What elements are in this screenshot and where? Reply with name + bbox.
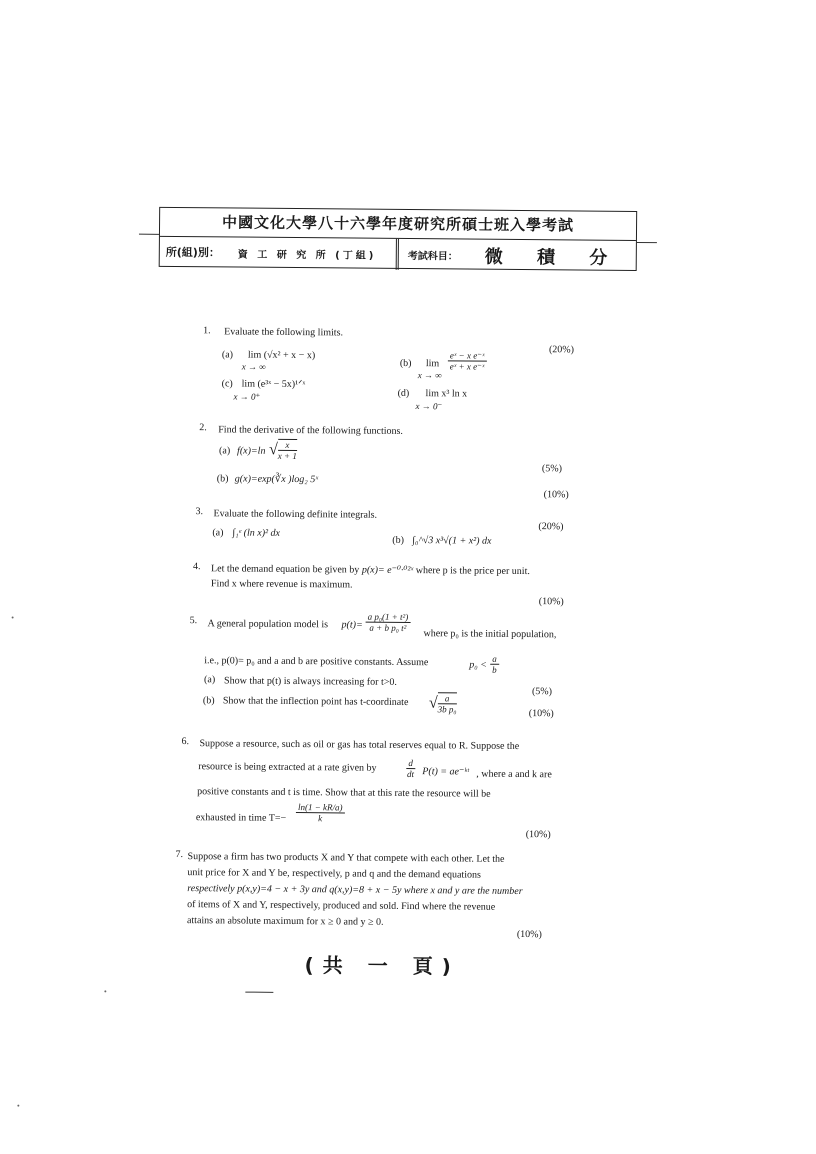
department-label: 所(組)別： xyxy=(165,245,220,260)
integral-expression: ∫₁ᵉ (ln x)² dx xyxy=(232,527,281,539)
page-count-footer: (共 一 頁) xyxy=(304,953,460,979)
question-line: Suppose a firm has two products X and Y that compete with each other. Let the xyxy=(187,851,505,865)
part-label: (b) xyxy=(216,473,229,485)
exam-header-box xyxy=(159,207,638,271)
part-label: (a) xyxy=(219,445,231,457)
limit-subscript: x → ∞ xyxy=(417,370,442,381)
fraction-denominator: k xyxy=(318,813,323,824)
question-text: Evaluate the following limits. xyxy=(224,326,344,339)
question-text: resource is being extracted at a rate given by xyxy=(198,761,377,774)
question-text: i.e., p(0)= p₀ and a and b are positive constants. Assume xyxy=(204,655,429,669)
limit-subscript: x → 0⁻ xyxy=(415,401,443,412)
question-number: 3. xyxy=(195,506,204,518)
root-fraction: √ $\frac{x}{x + 1}$ xyxy=(269,439,297,462)
header-rule-left xyxy=(139,234,159,235)
fraction-denominator: b xyxy=(492,664,497,675)
question-points: (10%) xyxy=(516,928,542,941)
question-number: 2. xyxy=(199,422,207,434)
question-text: positive constants and t is time. Show that at this rate the resource will be xyxy=(197,786,491,800)
part-text: Show that the inflection point has t-coordinate xyxy=(222,695,409,709)
question-number: 1. xyxy=(203,325,211,337)
question-line: attains an absolute maximum for x ≥ 0 and y ≥ 0. xyxy=(186,915,384,928)
question-text: , where a and k are xyxy=(476,768,552,781)
part-label: (a) xyxy=(212,527,224,539)
part-label: (b) xyxy=(399,357,412,370)
time-fraction xyxy=(296,802,345,823)
question-number: 5. xyxy=(189,615,198,627)
question-text: Find x where revenue is maximum. xyxy=(210,578,353,591)
demand-expression: p(x)= e⁻⁰·⁰²ˣ xyxy=(361,564,414,577)
part-points: (10%) xyxy=(528,708,554,720)
part-label: (d) xyxy=(397,387,410,400)
question-points: (20%) xyxy=(538,521,564,533)
limit-expression: lim xyxy=(425,358,440,370)
part-label: (a) xyxy=(221,349,234,361)
question-text: Suppose a resource, such as oil or gas has total reserves equal to R. Suppose the xyxy=(199,738,520,752)
population-fraction xyxy=(365,612,410,633)
fraction-numerator: ln(1 − kR/a) xyxy=(296,802,345,813)
fraction-denominator: eˣ + x e⁻ˣ xyxy=(449,361,485,372)
fraction-denominator: a + b p₀ t² xyxy=(369,622,407,633)
scan-speck xyxy=(104,990,106,992)
header-divider xyxy=(396,239,399,270)
fraction-numerator: a p₀(1 + t²) xyxy=(366,612,411,623)
part-points: (5%) xyxy=(541,463,562,475)
question-text: A general population model is xyxy=(207,618,329,631)
question-line: of items of X and Y, respectively, produced and sold. Find where the revenue xyxy=(187,899,496,913)
limit-expression: lim (√x² + x − x) xyxy=(247,349,316,362)
fraction-denominator: x + 1 xyxy=(277,450,297,462)
assumption-fraction xyxy=(490,654,499,675)
part-text: Show that p(t) is always increasing for t>0. xyxy=(224,675,397,688)
fraction-numerator: x xyxy=(278,440,297,451)
question-points: (20%) xyxy=(548,344,575,356)
question-line: respectively p(x,y)=4 − x + 3y and q(x,y)=8 + x − 5y where x and y are the number xyxy=(187,883,523,898)
question-number: 4. xyxy=(193,561,201,573)
function-expression: f(x)=ln xyxy=(237,445,266,457)
question-line: unit price for X and Y be, respectively, p and q and the demand equations xyxy=(187,867,481,881)
fraction-numerator: a xyxy=(438,693,457,704)
question-text: Let the demand equation be given by xyxy=(210,563,362,576)
fraction-numerator: eˣ − x e⁻ˣ xyxy=(448,350,487,361)
part-points: (10%) xyxy=(543,489,569,501)
subject-label: 考試科目： xyxy=(407,250,458,263)
limit-fraction xyxy=(448,350,487,371)
limit-subscript: x → ∞ xyxy=(241,361,266,372)
question-number: 6. xyxy=(181,736,190,748)
integral-expression: ∫₀^√3 x³√(1 + x²) dx xyxy=(412,535,492,547)
department-value: 資 工 研 究 所 (丁組) xyxy=(237,249,377,262)
question-line xyxy=(211,563,530,578)
question-text: Find the derivative of the following functions. xyxy=(218,424,403,437)
limit-subscript: x → 0⁺ xyxy=(233,391,261,402)
exam-title: 中國文化大學八十六學年度研究所碩士班入學考試 xyxy=(160,208,636,241)
question-text: exhausted in time T=− xyxy=(195,812,287,824)
scan-mark xyxy=(245,992,273,993)
population-expression: p(t)= xyxy=(341,619,363,631)
subject-value: 微 積 分 xyxy=(484,246,622,269)
scan-speck xyxy=(17,1105,19,1107)
rate-expression: P(t) = ae⁻ᵏᵗ xyxy=(422,766,469,778)
fraction-numerator: a xyxy=(490,654,499,665)
question-text: where p₀ is the initial population, xyxy=(423,628,557,641)
part-label: (a) xyxy=(204,674,216,686)
scan-speck xyxy=(12,617,14,619)
function-expression: g(x)=exp(∛x )log₂ 5ˣ xyxy=(234,473,319,486)
header-rule-right xyxy=(637,242,657,243)
question-number: 7. xyxy=(175,848,184,861)
question-text: where p is the price per unit. xyxy=(413,565,530,578)
part-label: (b) xyxy=(392,534,405,546)
part-label: (c) xyxy=(221,378,233,390)
part-points: (5%) xyxy=(531,686,553,698)
limit-expression: lim x³ ln x xyxy=(425,388,468,400)
assumption-expression: p₀ < xyxy=(469,659,487,671)
limit-expression: lim (e³ˣ − 5x)¹ᐟˣ xyxy=(241,378,306,391)
derivative-operator: $\frac{d}{dt}$ xyxy=(406,758,415,780)
question-text: Evaluate the following definite integrals. xyxy=(213,508,378,521)
exam-info-row xyxy=(160,237,636,272)
fraction-denominator: 3b p₀ xyxy=(437,704,457,715)
question-points: (10%) xyxy=(525,829,551,841)
part-label: (b) xyxy=(202,695,215,707)
root-fraction: √ $\frac{a}{\text{3b p₀}}$ xyxy=(428,693,457,715)
question-points: (10%) xyxy=(538,596,564,608)
